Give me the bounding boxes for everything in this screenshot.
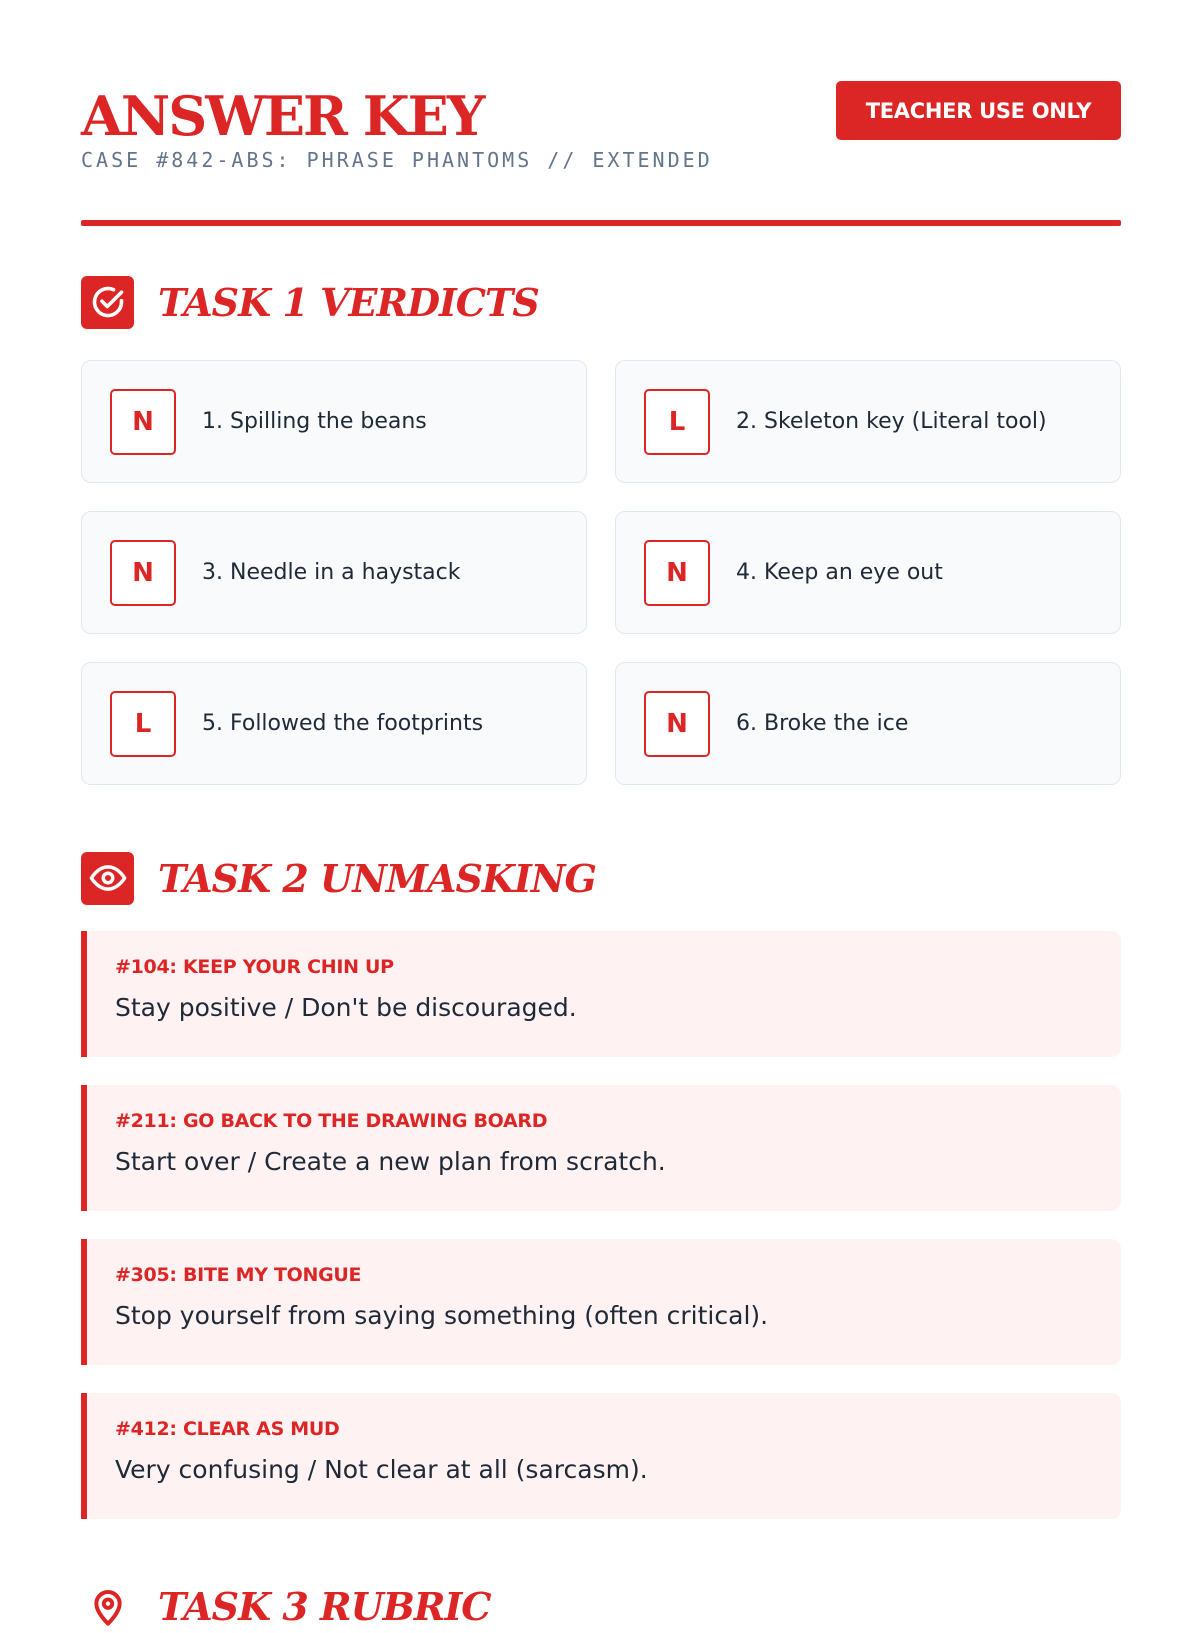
unmasking-card [81,931,1121,1057]
phrase-meaning: Start over / Create a new plan from scratch. [115,1147,666,1176]
phrase-label: #104: KEEP YOUR CHIN UP [115,956,394,978]
verdict-letter: L [644,389,710,455]
task1-header [81,275,539,329]
phrase-label: #412: CLEAR AS MUD [115,1418,340,1440]
verdict-phrase: 4. Keep an eye out [736,560,943,585]
location-pin-icon [81,1580,134,1633]
verdict-letter: N [644,540,710,606]
unmasking-list [81,931,1121,1547]
task2-header [81,851,596,905]
verdict-letter: N [110,540,176,606]
verdict-card [81,662,587,785]
page-header [81,80,1121,228]
unmasking-card [81,1085,1121,1211]
verdict-card [615,360,1121,483]
unmasking-card [81,1393,1121,1519]
verdict-letter: N [110,389,176,455]
unmasking-card [81,1239,1121,1365]
verdict-card [615,662,1121,785]
phrase-meaning: Very confusing / Not clear at all (sarcasm). [115,1455,648,1484]
verdict-card [81,360,587,483]
verdict-grid [81,360,1121,785]
phrase-label: #211: GO BACK TO THE DRAWING BOARD [115,1110,548,1132]
case-subtitle: CASE #842-ABS: PHRASE PHANTOMS // EXTENDED [81,148,713,172]
verdict-card [81,511,587,634]
page-title: ANSWER KEY [81,84,484,148]
verdict-letter: N [644,691,710,757]
task1-title: TASK 1 VERDICTS [158,279,539,325]
verdict-phrase: 6. Broke the ice [736,711,909,736]
teacher-use-badge: TEACHER USE ONLY [836,81,1121,140]
phrase-meaning: Stay positive / Don't be discouraged. [115,993,577,1022]
verdict-phrase: 2. Skeleton key (Literal tool) [736,409,1047,434]
task3-header [81,1580,491,1633]
header-divider [81,220,1121,226]
task2-title: TASK 2 UNMASKING [158,855,596,901]
verdict-phrase: 5. Followed the footprints [202,711,484,736]
eye-icon [81,852,134,905]
phrase-label: #305: BITE MY TONGUE [115,1264,362,1286]
task3-title: TASK 3 RUBRIC [158,1584,491,1629]
phrase-meaning: Stop yourself from saying something (often critical). [115,1301,769,1330]
verdict-letter: L [110,691,176,757]
check-circle-icon [81,276,134,329]
verdict-card [615,511,1121,634]
verdict-phrase: 3. Needle in a haystack [202,560,461,585]
verdict-phrase: 1. Spilling the beans [202,409,427,434]
